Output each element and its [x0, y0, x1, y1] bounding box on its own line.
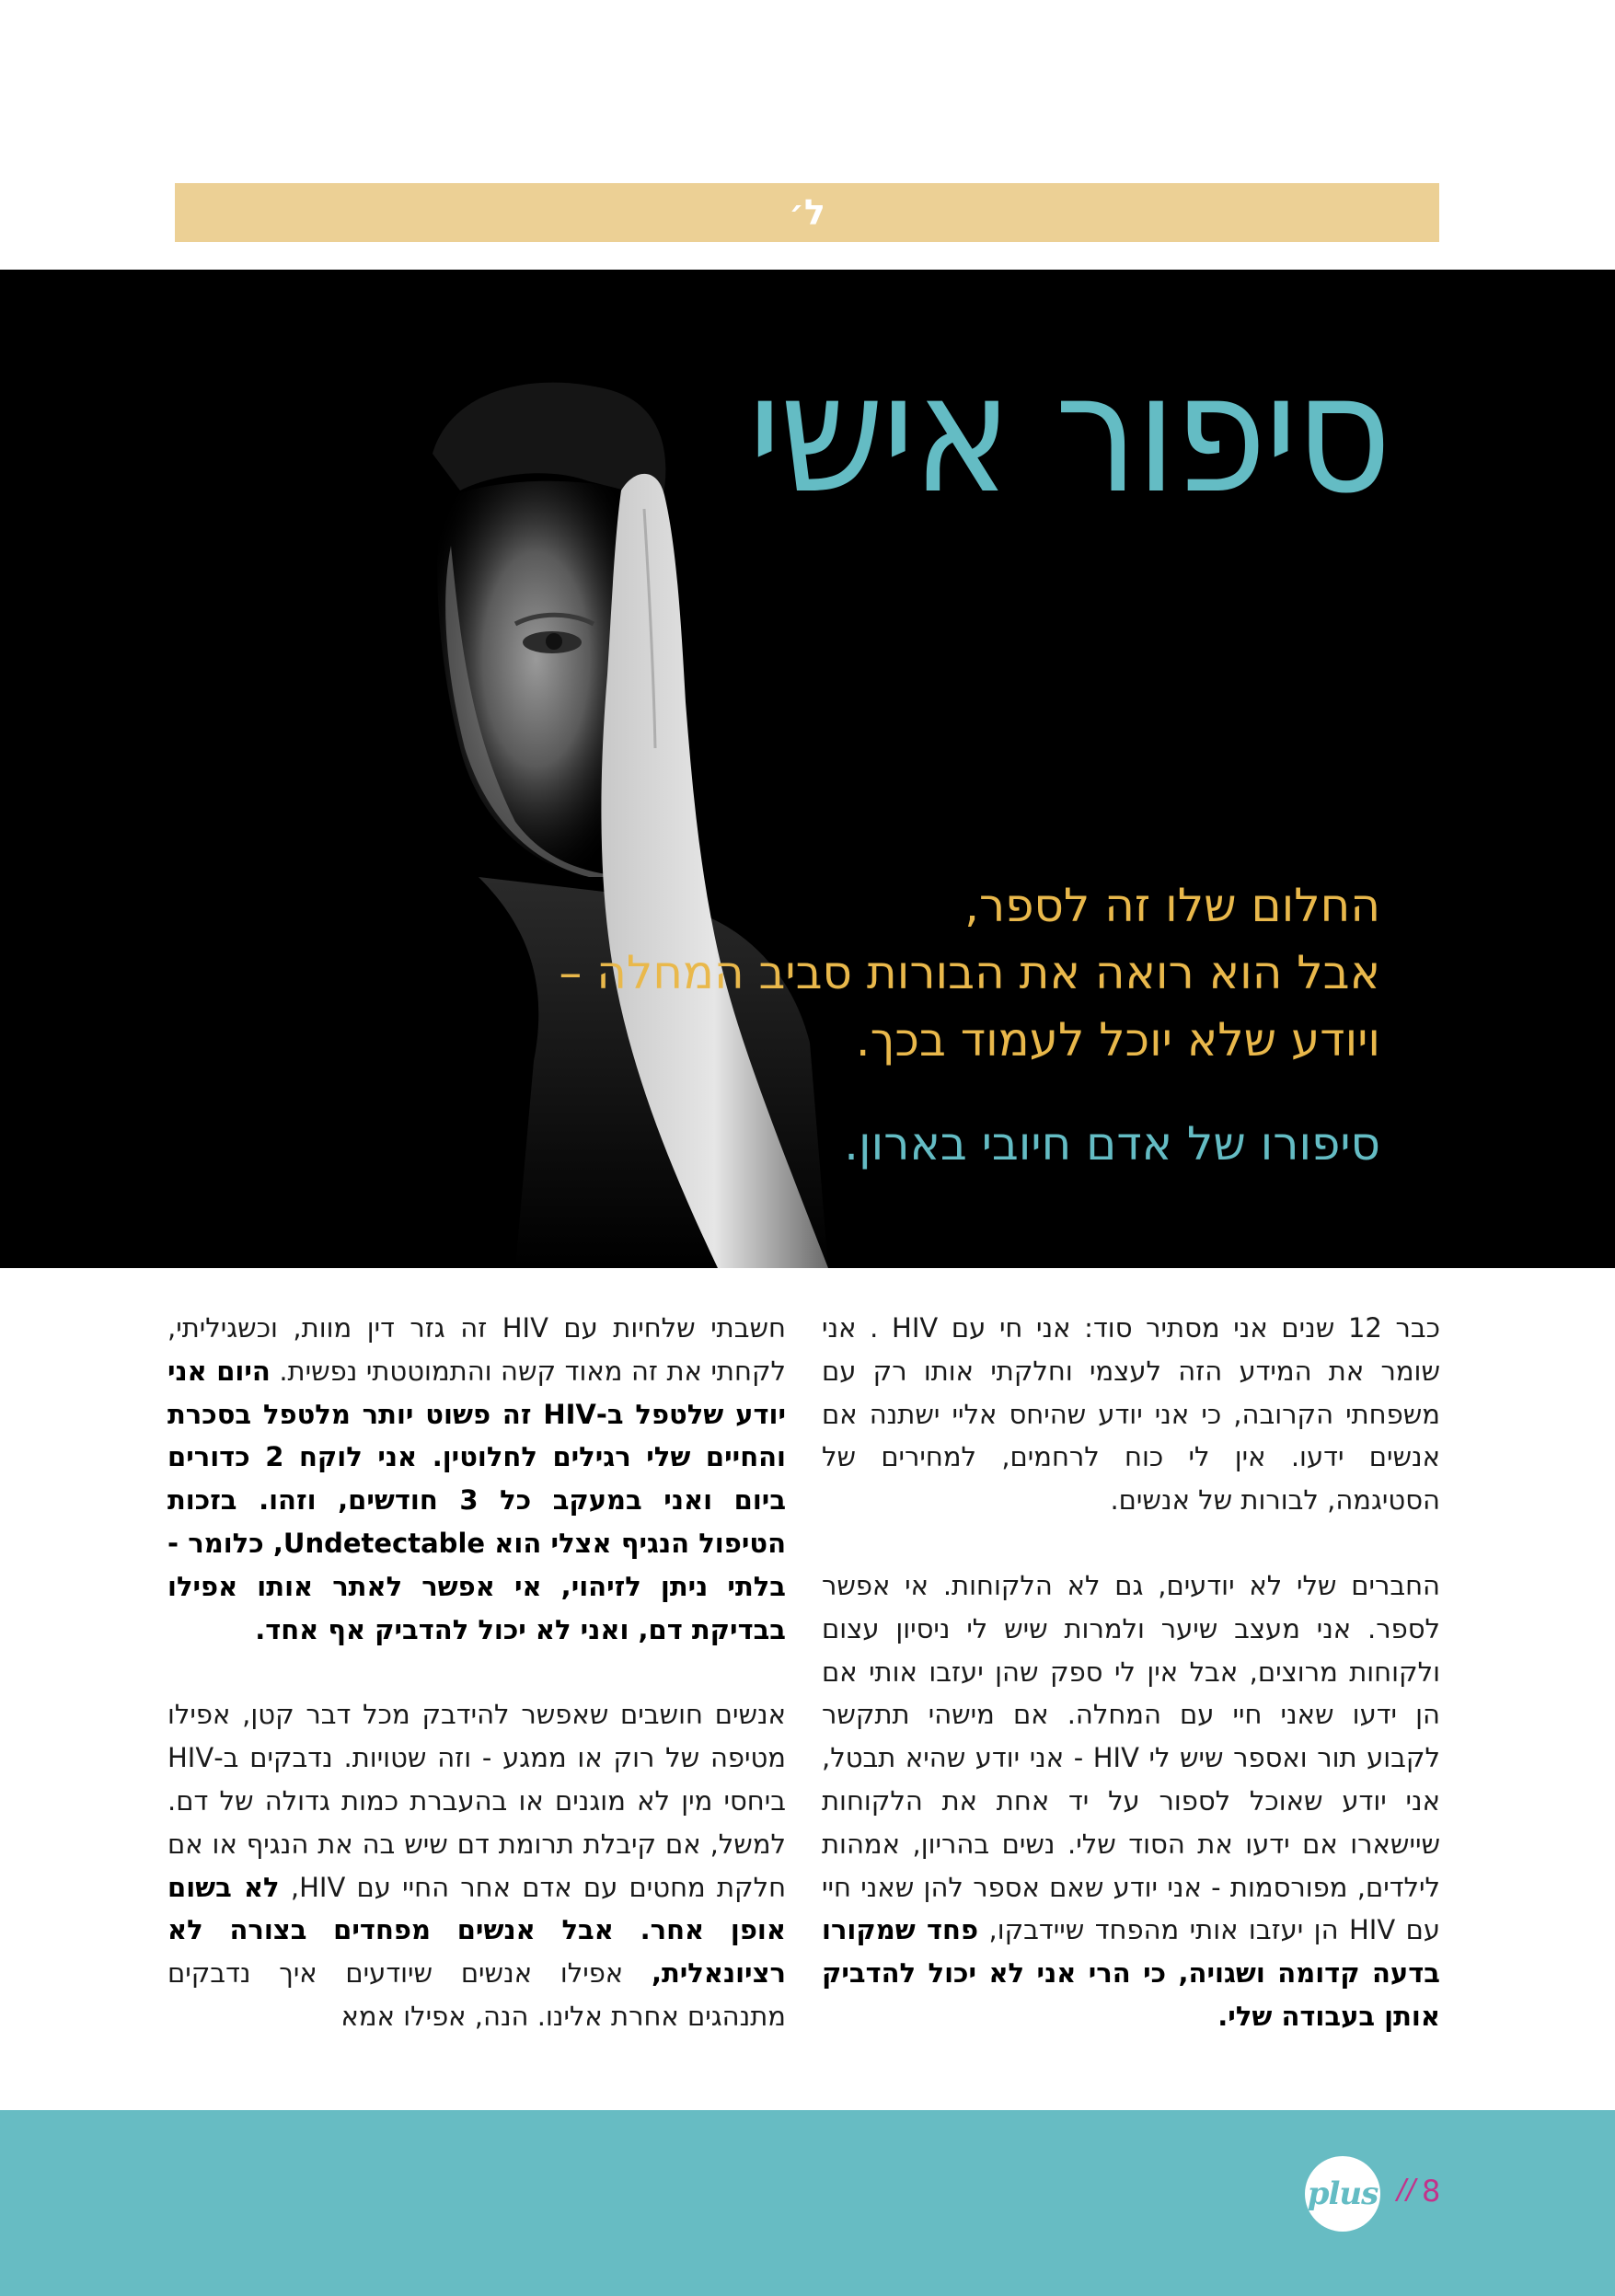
- article-column-right: [822, 1307, 1440, 2081]
- article-text-bold: פחד שמקורו בדעה קדומה ושגויה, כי הרי אני לא יכול להדביק אותן בעבודה שלי.: [822, 1914, 1440, 2032]
- quote-line: אבל הוא רואה את הבורות סביב המחלה –: [559, 946, 1380, 999]
- plus-logo: [1305, 2156, 1380, 2232]
- hero-banner: [0, 270, 1615, 1268]
- hero-byline: סיפורו של אדם חיובי בארון.: [844, 1117, 1380, 1171]
- article-paragraph: [822, 1307, 1440, 1522]
- article-paragraph: [167, 1693, 786, 2037]
- article-text: כבר 12 שנים אני מסתיר סוד: אני חי עם HIV . אני שומר את המידע הזה לעצמי וחלקתי אותו רק עם משפחתי הקרובה, כי אני יודע שהיחס אליי ישתנה אם אנשים ידעו. אין לי כוח לרחמים, למחירים של הסטיגמה, לבורות של אנשים.: [822, 1312, 1440, 1517]
- section-label: ל׳: [789, 192, 825, 233]
- hero-quote: [559, 872, 1380, 1074]
- quote-line: החלום שלו זה לספר,: [964, 879, 1380, 932]
- logo-text: plus: [1307, 2175, 1379, 2212]
- article-text: החברים שלי לא יודעים, גם לא הלקוחות. אי אפשר לספר. אני מעצב שיער ולמרות שיש לי ניסיון עצום ולקוחות מרוצים, אבל אין לי ספק שהן יעזבו אותי אם הן ידעו שאני חיי עם המחלה. אם מישהי תתקשר לקבוע תור ואספר שיש לי HIV - אני יודע שהיא תבטל, אני יודע שאוכל לספור על יד אחת את הלקוחות שיישארו אם ידעו את הסוד שלי. נשים בהריון, אמהות לילדים, מפורסמות - אני יודע שאם אספר להן שאני חיי עם HIV הן יעזבו אותי מהפחד שיידבקו,: [822, 1569, 1440, 1946]
- article-text-bold: לא בשום אופן אחר. אבל אנשים מפחדים בצורה לא רציונאלית,: [167, 1871, 786, 1990]
- article-column-left: [167, 1307, 786, 2081]
- page-separator: //: [1397, 2174, 1416, 2206]
- article-text: אפילו אנשים שיודעים איך נדבקים מתנהגים אחרת אלינו. הנה, אפילו אמא: [167, 1957, 786, 2032]
- quote-line: ויודע שלא יוכל לעמוד בכך.: [855, 1013, 1380, 1067]
- article-text-bold: היום אני יודע שלטפל ב-HIV זה פשוט יותר מלטפל בסכרת והחיים שלי רגילים לחלוטין. אני לוקח 2 כדורים ביום ואני במעקב כל 3 חודשים, וזהו. בזכות הטיפול הנגיף אצלי הוא Undetectable, כלומר - בלתי ניתן לזיהוי, אי אפשר לאתר אותו אפילו בבדיקת דם, ואני לא יכול להדביק אף אחד.: [167, 1355, 787, 1645]
- article-paragraph: [167, 1307, 786, 1651]
- hero-title: סיפור אישי: [748, 339, 1390, 529]
- article-text: חשבתי שלחיות עם HIV זה גזר דין מוות, וכשגיליתי, לקחתי את זה מאוד קשה והתמוטטתי נפשית.: [167, 1312, 786, 1387]
- page-number: 8: [1422, 2174, 1441, 2209]
- article-text: אנשים חושבים שאפשר להידבק מכל דבר קטן, אפילו מטיפה של רוק או ממגע - וזה שטויות. נדבקים ב-HIV ביחסי מין לא מוגנים או בהעברת כמות גדולה של דם. למשל, אם קיבלת תרומת דם שיש בה את הנגיף או אם חלקת מחטים עם אדם אחר החיי עם HIV,: [167, 1699, 787, 1903]
- section-header-band: [175, 183, 1439, 242]
- article-paragraph: [822, 1564, 1440, 2038]
